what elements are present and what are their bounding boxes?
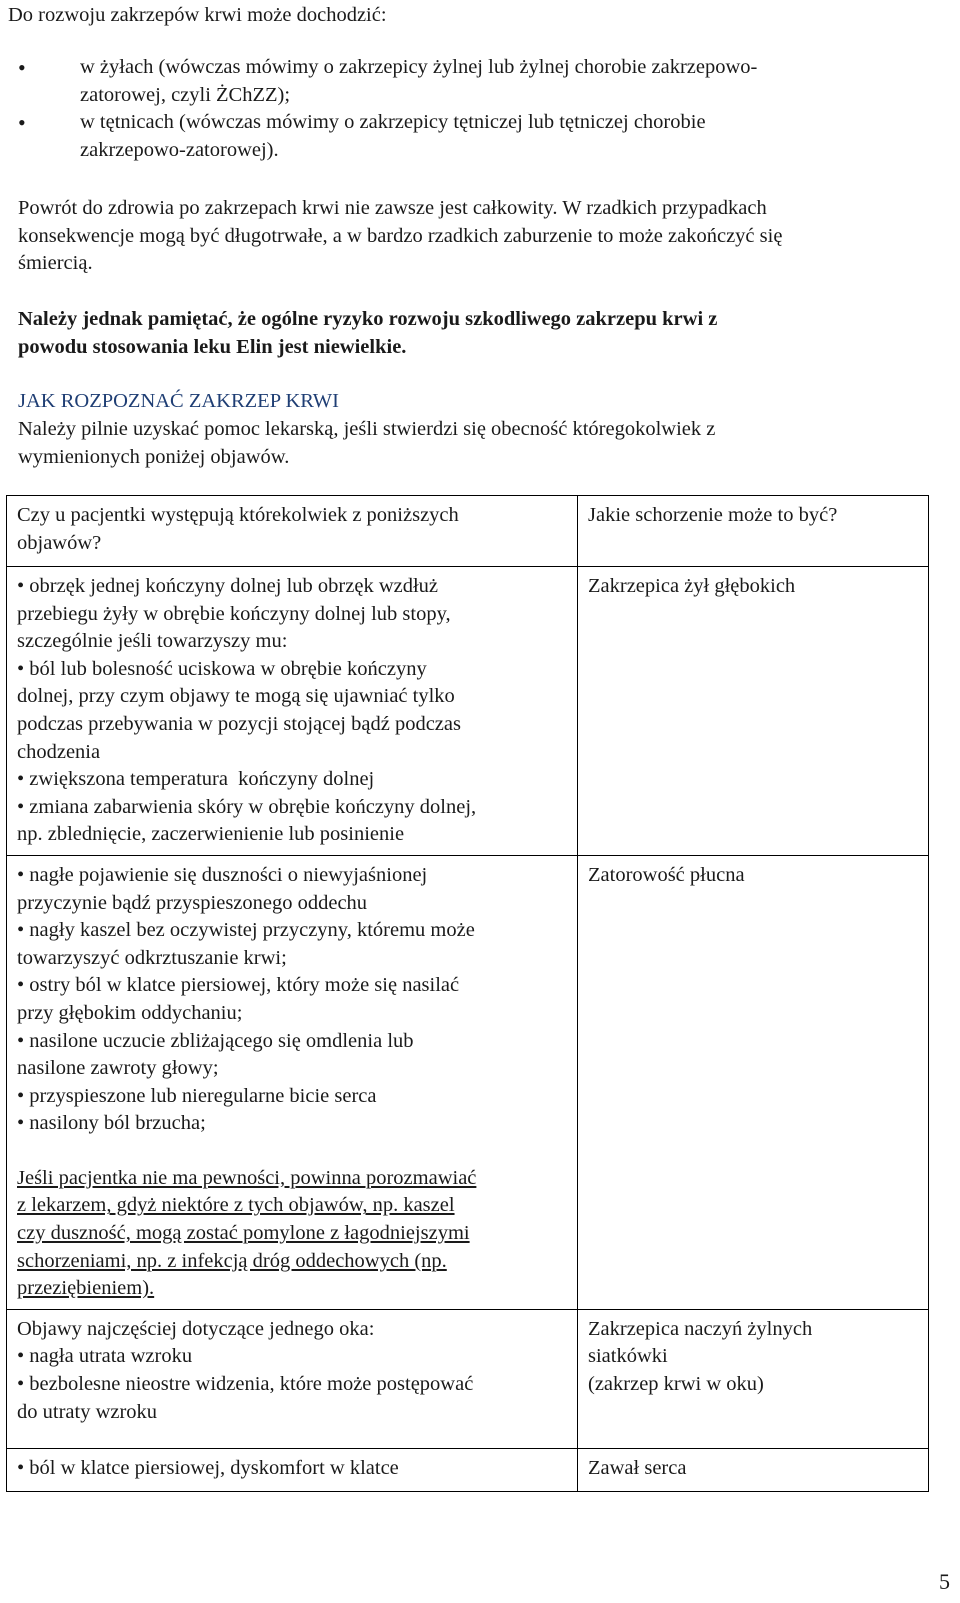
table-row [7,567,929,856]
bullet-icon: • [18,110,26,135]
condition-cell: Zawał serca [578,1448,929,1491]
page-number: 5 [939,1569,950,1594]
table-row [7,1309,929,1448]
symptoms-cell: Objawy najczęściej dotyczące jednego oka: • nagła utrata wzroku • bezbolesne nieostre widzenia, które może postępować do utraty wzroku [7,1309,578,1448]
condition-cell: Zatorowość płucna [578,855,929,1309]
symptoms-cell: • nagłe pojawienie się duszności o niewyjaśnionej przyczynie bądź przyspieszonego oddechu • nagły kaszel bez oczywistej przyczyny, któremu może towarzyszyć odkrztuszanie krwi; • ostry ból w klatce piersiowej, który może się nasilać przy głębokim oddychaniu; • nasilone uczucie zbliżającego się omdlenia lub nasilone zawroty głowy; • przyspieszone lub nieregularne bicie serca • nasilony ból brzucha; Jeśli pacjentka nie ma pewności, powinna porozmawiać z lekarzem, gdyż niektóre z tych objawów, np. kaszel czy duszność, mogą zostać pomylone z łagodniejszymi schorzeniami, np. z infekcją dróg oddechowych (np. przeziębieniem). [7,855,578,1309]
location-list [8,54,928,164]
intro-text: Do rozwoju zakrzepów krwi może dochodzić: [8,4,387,26]
symptoms-cell: • ból w klatce piersiowej, dyskomfort w klatce [7,1448,578,1491]
header-symptoms-cell: Czy u pacjentki występują którekolwiek z poniższych objawów? [7,496,578,567]
section-heading: JAK ROZPOZNAĆ ZAKRZEP KRWI [18,390,339,412]
condition-cell: Zakrzepica naczyń żylnych siatkówki (zakrzep krwi w oku) [578,1309,929,1448]
condition-cell: Zakrzepica żył głębokich [578,567,929,856]
table-row [7,1448,929,1491]
list-item: • w żyłach (wówczas mówimy o zakrzepicy żylnej lub żylnej chorobie zakrzepowo- zatorowej, czyli ŻChZZ); [18,55,758,106]
bullet-icon: • [18,55,26,80]
list-item: • w tętnicach (wówczas mówimy o zakrzepicy tętniczej lub tętniczej chorobie zakrzepowo-zatorowej). [18,110,706,161]
table-header-row [7,496,929,567]
recovery-paragraph: Powrót do zdrowia po zakrzepach krwi nie zawsze jest całkowity. W rzadkich przypadkach konsekwencje mogą być długotrwałe, a w bardzo rzadkich zaburzenie to może zakończyć się śmiercią. [18,197,783,274]
header-condition-cell: Jakie schorzenie może to być? [578,496,929,567]
symptoms-table [6,495,929,1492]
note-text: Jeśli pacjentka nie ma pewności, powinna porozmawiać z lekarzem, gdyż niektóre z tych objawów, np. kaszel czy duszność, mogą zostać pomylone z łagodniejszymi schorzeniami, np. z infekcją dróg oddechowych (np. przeziębieniem). [17,1166,477,1300]
warning-paragraph: Należy jednak pamiętać, że ogólne ryzyko rozwoju szkodliwego zakrzepu krwi z powodu stosowania leku Elin jest niewielkie. [18,308,718,358]
section-intro: Należy pilnie uzyskać pomoc lekarską, jeśli stwierdzi się obecność któregokolwiek z wymienionych poniżej objawów. [18,418,716,468]
table-row [7,855,929,1309]
symptoms-cell: • obrzęk jednej kończyny dolnej lub obrzęk wzdłuż przebiegu żyły w obrębie kończyny dolnej lub stopy, szczególnie jeśli towarzyszy mu: • ból lub bolesność uciskowa w obrębie kończyny dolnej, przy czym objawy te mogą się ujawniać tylko podczas przebywania w pozycji stojącej bądź podczas chodzenia • zwiększona temperatura kończyny dolnej • zmiana zabarwienia skóry w obrębie kończyny dolnej, np. zblednięcie, zaczerwienienie lub posinienie [7,567,578,856]
